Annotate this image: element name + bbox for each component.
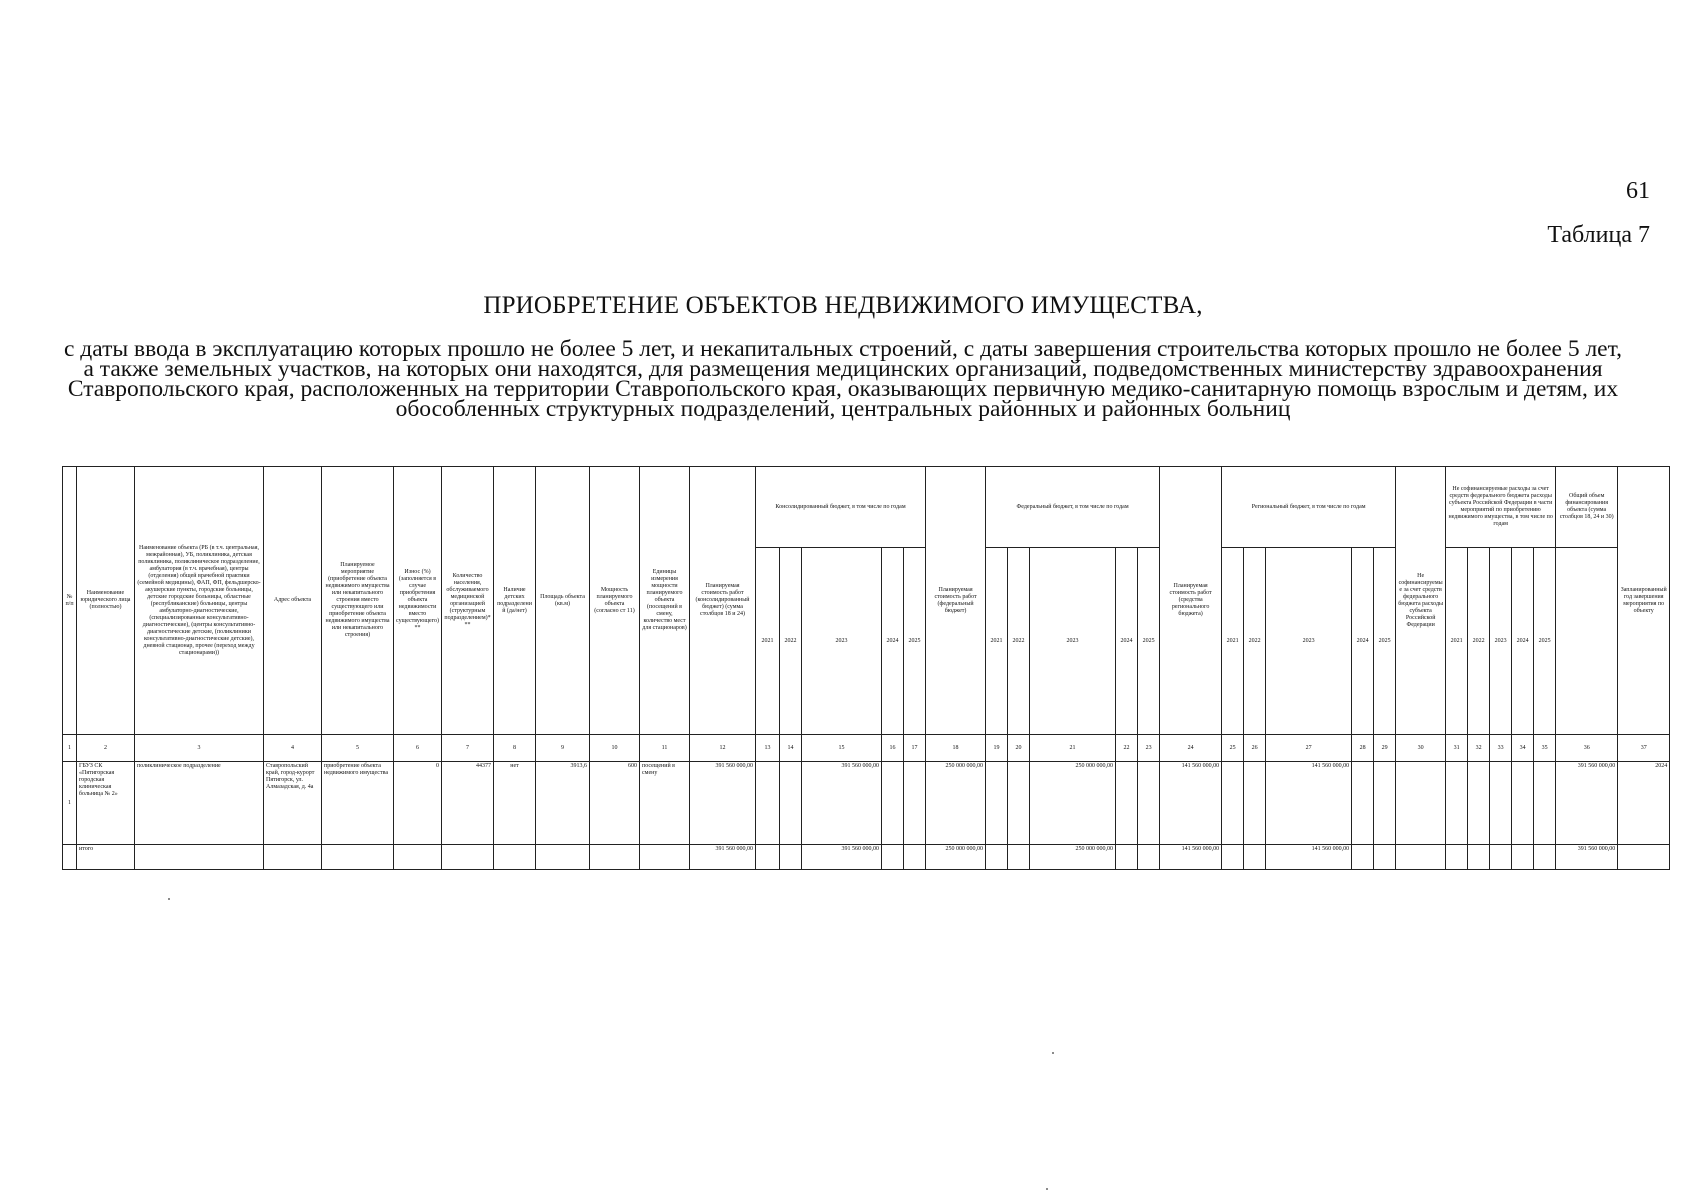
column-number-cell: 13: [756, 735, 780, 762]
column-number-cell: 35: [1534, 735, 1556, 762]
total-cost-regional: 141 560 000,00: [1160, 845, 1222, 870]
column-number-cell: 10: [590, 735, 640, 762]
page-number: 61: [1626, 178, 1650, 204]
empty-cell: [135, 845, 264, 870]
cell-address: Ставропольский край, город-курорт Пятигорск, ул. Алмазадская, д. 4а: [264, 762, 322, 845]
column-number-cell: 12: [690, 735, 756, 762]
column-number-cell: 7: [442, 735, 494, 762]
column-number-cell: 23: [1138, 735, 1160, 762]
scan-speck: [168, 898, 170, 900]
header-nonfinanced-years: Не софинансируемые расходы за счет средств федерального бюджета расходы субъекта Российской Федерации в части мероприятий по приобретению недвижимого имущества, в том числе по годам: [1446, 467, 1556, 548]
empty-cell: [1468, 845, 1490, 870]
header-area: Площадь объекта (кв.м): [536, 467, 590, 735]
column-number-cell: 8: [494, 735, 536, 762]
year-cell: 2023: [1266, 548, 1352, 735]
empty-cell: [1374, 762, 1396, 845]
year-cell: 2024: [882, 548, 904, 735]
year-cell: 2022: [1244, 548, 1266, 735]
column-number-cell: 2: [77, 735, 135, 762]
column-number-cell: 16: [882, 735, 904, 762]
cell-cost-regional: 141 560 000,00: [1160, 762, 1222, 845]
total-financing: 391 560 000,00: [1556, 845, 1618, 870]
year-cell: 2022: [1008, 548, 1030, 735]
cell-object: поликлиническое подразделение: [135, 762, 264, 845]
header-unit: Единицы измерения мощности планируемого объекта (посещений в смену, количество мест для стационаров): [640, 467, 690, 735]
empty-cell: [1352, 845, 1374, 870]
header-cost-regional: Планируемая стоимость работ (средства регионального бюджета): [1160, 467, 1222, 735]
header-capacity: Мощность планируемого объекта (согласно ст 11): [590, 467, 640, 735]
header-cost-federal: Планируемая стоимость работ (федеральный бюджет): [926, 467, 986, 735]
empty-cell: [264, 845, 322, 870]
column-number-cell: 14: [780, 735, 802, 762]
year-cell: 2025: [904, 548, 926, 735]
header-wear: Износ (%) (заполняется в случае приобретения объекта недвижимости вместо существующего)**: [394, 467, 442, 735]
empty-cell: [536, 845, 590, 870]
cell-number: 1: [63, 762, 77, 845]
empty-cell: [904, 845, 926, 870]
column-number-cell: 3: [135, 735, 264, 762]
column-number-cell: 17: [904, 735, 926, 762]
column-number-cell: 24: [1160, 735, 1222, 762]
empty-cell: [1244, 762, 1266, 845]
header-children: Наличие детских подразделений (да/нет): [494, 467, 536, 735]
header-completion-year: Запланированный год завершения мероприятия по объекту: [1618, 467, 1670, 735]
total-row: [63, 845, 1670, 870]
cell-cost-total: 391 560 000,00: [690, 762, 756, 845]
year-cell: 2025: [1138, 548, 1160, 735]
column-number-cell: 36: [1556, 735, 1618, 762]
total-federal-2023: 250 000 000,00: [1030, 845, 1116, 870]
empty-cell: [322, 845, 394, 870]
header-regional-years: Региональный бюджет, в том числе по годам: [1222, 467, 1396, 548]
empty-cell: [1008, 845, 1030, 870]
column-number-cell: 19: [986, 735, 1008, 762]
empty-cell: [63, 845, 77, 870]
cell-cost-federal: 250 000 000,00: [926, 762, 986, 845]
table-row: [63, 762, 1670, 845]
header-total-financing: Общий объем финансирования объекта (сумма столбцов 18, 24 и 30): [1556, 467, 1618, 548]
empty-cell: [1556, 548, 1618, 735]
column-number-cell: 9: [536, 735, 590, 762]
empty-cell: [1374, 845, 1396, 870]
empty-cell: [1222, 762, 1244, 845]
year-cell: 2021: [1222, 548, 1244, 735]
total-label: итого: [77, 845, 135, 870]
column-number-cell: 21: [1030, 735, 1116, 762]
cell-area: 3913,6: [536, 762, 590, 845]
column-numbers-row: [63, 735, 1670, 762]
empty-cell: [1618, 845, 1670, 870]
year-cell: 2023: [802, 548, 882, 735]
header-consolidated-years: Консолидированный бюджет, в том числе по годам: [756, 467, 926, 548]
column-number-cell: 37: [1618, 735, 1670, 762]
empty-cell: [1468, 762, 1490, 845]
year-cell: 2022: [780, 548, 802, 735]
cell-capacity: 600: [590, 762, 640, 845]
empty-cell: [1116, 762, 1138, 845]
header-address: Адрес объекта: [264, 467, 322, 735]
column-number-cell: 4: [264, 735, 322, 762]
table-label: Таблица 7: [1547, 222, 1650, 248]
empty-cell: [1512, 845, 1534, 870]
cell-children: нет: [494, 762, 536, 845]
header-number: № п/п: [63, 467, 77, 735]
document-title: ПРИОБРЕТЕНИЕ ОБЪЕКТОВ НЕДВИЖИМОГО ИМУЩЕСТВА,: [483, 292, 1203, 319]
year-cell: 2021: [986, 548, 1008, 735]
empty-cell: [590, 845, 640, 870]
scan-speck: [1052, 1052, 1054, 1054]
cell-wear: 0: [394, 762, 442, 845]
total-regional-2023: 141 560 000,00: [1266, 845, 1352, 870]
year-cell: 2024: [1512, 548, 1534, 735]
empty-cell: [1534, 762, 1556, 845]
column-number-cell: 6: [394, 735, 442, 762]
cell-federal-2023: 250 000 000,00: [1030, 762, 1116, 845]
empty-cell: [904, 762, 926, 845]
column-number-cell: 34: [1512, 735, 1534, 762]
empty-cell: [1138, 762, 1160, 845]
empty-cell: [1352, 762, 1374, 845]
year-cell: 2021: [1446, 548, 1468, 735]
year-cell: 2023: [1490, 548, 1512, 735]
empty-cell: [1008, 762, 1030, 845]
empty-cell: [394, 845, 442, 870]
empty-cell: [986, 845, 1008, 870]
property-acquisition-table: [62, 466, 1670, 870]
empty-cell: [986, 762, 1008, 845]
column-number-cell: 26: [1244, 735, 1266, 762]
cell-action: приобретение объекта недвижимого имущества: [322, 762, 394, 845]
column-number-cell: 5: [322, 735, 394, 762]
empty-cell: [1116, 845, 1138, 870]
empty-cell: [1446, 845, 1468, 870]
column-number-cell: 32: [1468, 735, 1490, 762]
column-number-cell: 28: [1352, 735, 1374, 762]
scan-speck: [1046, 1188, 1048, 1190]
empty-cell: [1446, 762, 1468, 845]
year-cell: 2024: [1352, 548, 1374, 735]
cell-organization: ГБУЗ СК «Пятигорская городская клиническая больница № 2»: [77, 762, 135, 845]
year-cell: 2021: [756, 548, 780, 735]
cell-completion-year: 2024: [1618, 762, 1670, 845]
column-number-cell: 33: [1490, 735, 1512, 762]
empty-cell: [442, 845, 494, 870]
empty-cell: [1244, 845, 1266, 870]
column-number-cell: 22: [1116, 735, 1138, 762]
cell-regional-2023: 141 560 000,00: [1266, 762, 1352, 845]
header-population: Количество населения, обслуживаемого медицинской организацией (структурным подразделением)***: [442, 467, 494, 735]
year-cell: 2023: [1030, 548, 1116, 735]
header-nonfinanced: Не софинансируемые за счет средств федерального бюджета расходы субъекта Российской Федерации: [1396, 467, 1446, 735]
column-number-cell: 1: [63, 735, 77, 762]
column-number-cell: 15: [802, 735, 882, 762]
column-number-cell: 31: [1446, 735, 1468, 762]
header-object: Наименование объекта (РБ (в т.ч. центральная, межрайонная), УБ, поликлиника, детская поликлиника, поликлиническое подразделение, амбулатория (в т.ч. врачебная), центры (отделения) общей врачебной практики (семейной медицины), ФАП, ФП, фельдшерско-акушерские пункты, городские больницы, детские городские больницы, областные (республиканские) больницы, центры амбулаторно-диагностические, (специализированные консультативно-диагностические), (центры консультативно-диагностические детские, (поликлиники консультативно-диагностические детские), дневной стационар, прочее (переход между стационарами)): [135, 467, 264, 735]
empty-cell: [780, 845, 802, 870]
column-number-cell: 20: [1008, 735, 1030, 762]
empty-cell: [756, 845, 780, 870]
empty-cell: [1222, 845, 1244, 870]
empty-cell: [1138, 845, 1160, 870]
document-subtitle: с даты ввода в эксплуатацию которых прошло не более 5 лет, и некапитальных строений, с даты завершения строительства которых прошло не более 5 лет, а также земельных участков, на которых они находятся, для размещения медицинских организаций, подведомственных министерству здравоохранения Ставропольского края, расположенных на территории Ставропольского края, оказывающих первичную медико-санитарную помощь взрослым и детям, их обособленных структурных подразделений, центральных районных и районных больниц: [64, 336, 1622, 422]
header-organization: Наименование юридического лица (полностью): [77, 467, 135, 735]
empty-cell: [1396, 762, 1446, 845]
cell-consolidated-2023: 391 560 000,00: [802, 762, 882, 845]
column-number-cell: 30: [1396, 735, 1446, 762]
column-number-cell: 18: [926, 735, 986, 762]
empty-cell: [1490, 762, 1512, 845]
cell-population: 44377: [442, 762, 494, 845]
cell-unit: посещений в смену: [640, 762, 690, 845]
year-cell: 2024: [1116, 548, 1138, 735]
empty-cell: [882, 845, 904, 870]
column-number-cell: 29: [1374, 735, 1396, 762]
empty-cell: [1396, 845, 1446, 870]
total-cost-federal: 250 000 000,00: [926, 845, 986, 870]
empty-cell: [1490, 845, 1512, 870]
empty-cell: [640, 845, 690, 870]
year-cell: 2025: [1534, 548, 1556, 735]
empty-cell: [494, 845, 536, 870]
header-action: Планируемое мероприятие (приобретение объекта недвижимого имущества или некапитального строения вместо существующего или приобретение объекта недвижимого имущества или некапитального строения): [322, 467, 394, 735]
empty-cell: [756, 762, 780, 845]
total-cost: 391 560 000,00: [690, 845, 756, 870]
total-consolidated-2023: 391 560 000,00: [802, 845, 882, 870]
column-number-cell: 27: [1266, 735, 1352, 762]
empty-cell: [780, 762, 802, 845]
header-cost-consolidated: Планируемая стоимость работ (консолидированный бюджет) (сумма столбцов 18 и 24): [690, 467, 756, 735]
cell-total-financing: 391 560 000,00: [1556, 762, 1618, 845]
empty-cell: [1512, 762, 1534, 845]
year-cell: 2022: [1468, 548, 1490, 735]
header-federal-years: Федеральный бюджет, в том числе по годам: [986, 467, 1160, 548]
column-number-cell: 11: [640, 735, 690, 762]
column-number-cell: 25: [1222, 735, 1244, 762]
year-cell: 2025: [1374, 548, 1396, 735]
empty-cell: [1534, 845, 1556, 870]
empty-cell: [882, 762, 904, 845]
